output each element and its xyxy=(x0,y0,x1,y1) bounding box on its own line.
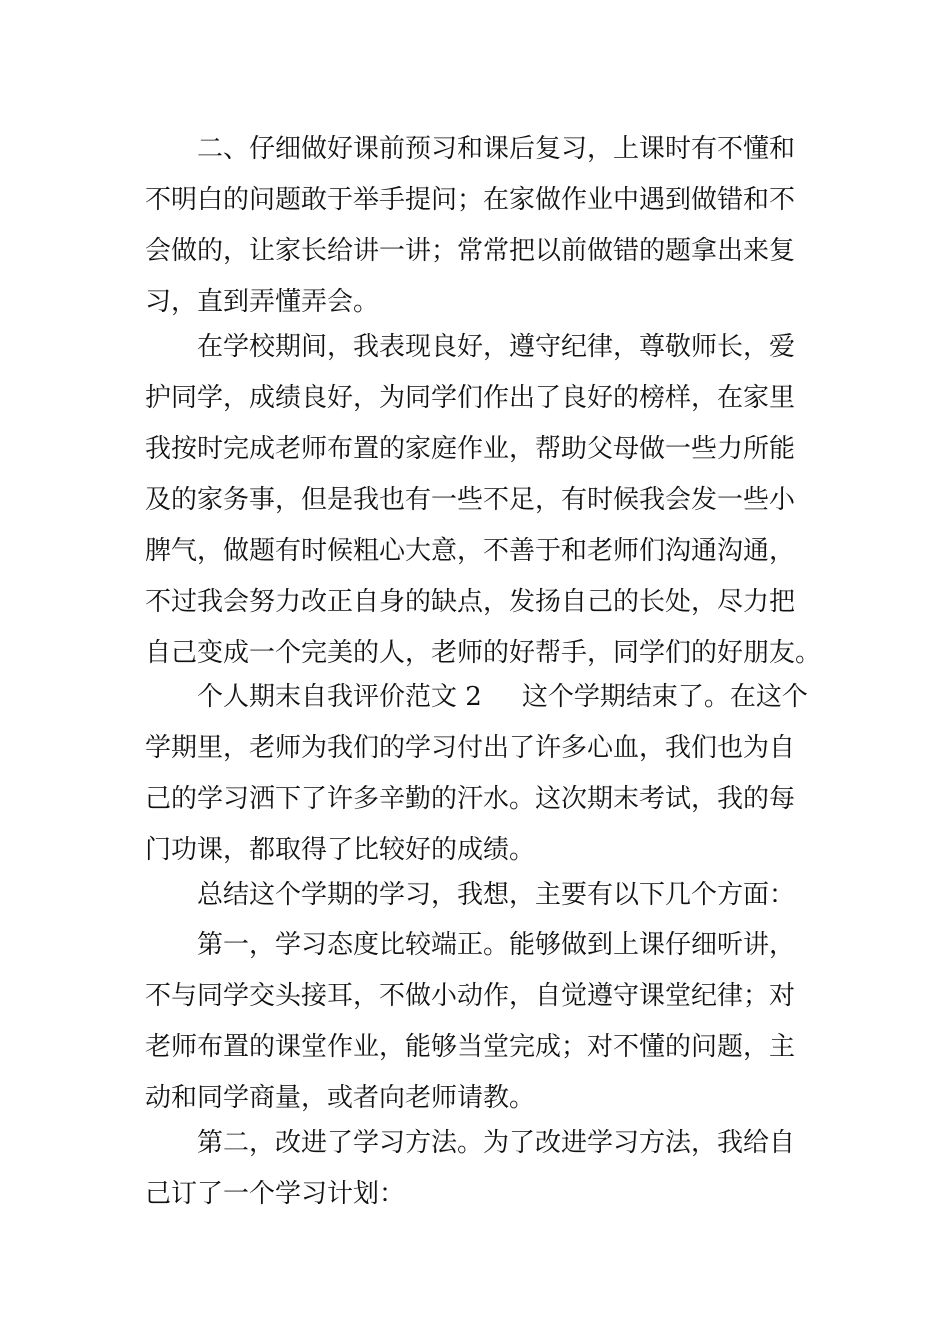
text-line: 会做的，让家长给讲一讲；常常把以前做错的题拿出来复 xyxy=(145,236,796,266)
text-line: 己订了一个学习计划： xyxy=(145,1179,406,1209)
paragraph-school-behavior xyxy=(145,322,822,679)
text-line: 脾气，做题有时候粗心大意，不善于和老师们沟通沟通， xyxy=(145,536,796,566)
paragraph-review-habits xyxy=(145,124,810,328)
paragraph-point-two xyxy=(145,1118,810,1220)
text-line: 自己变成一个完美的人，老师的好帮手，同学们的好朋友。 xyxy=(145,638,822,668)
text-line xyxy=(145,672,810,723)
text-line: 二、仔细做好课前预习和课后复习，上课时有不懂和 xyxy=(197,134,796,164)
text-line: 学期里，老师为我们的学习付出了许多心血，我们也为自 xyxy=(145,733,796,763)
text-line: 门功课，都取得了比较好的成绩。 xyxy=(145,835,536,865)
text-line: 在学校期间，我表现良好，遵守纪律，尊敬师长，爱 xyxy=(197,332,796,362)
text-line: 第一，学习态度比较端正。能够做到上课仔细听讲， xyxy=(197,930,796,960)
text-line: 总结这个学期的学习，我想，主要有以下几个方面： xyxy=(197,880,796,910)
text-line: 不过我会努力改正自身的缺点，发扬自己的长处，尽力把 xyxy=(145,587,796,617)
section-heading: 个人期末自我评价范文 2 xyxy=(197,682,482,712)
text-line: 老师布置的课堂作业，能够当堂完成；对不懂的问题，主 xyxy=(145,1032,796,1062)
text-line: 动和同学商量，或者向老师请教。 xyxy=(145,1083,536,1113)
text-line: 第二，改进了学习方法。为了改进学习方法，我给自 xyxy=(197,1128,796,1158)
text-line: 不明白的问题敢于举手提问；在家做作业中遇到做错和不 xyxy=(145,185,796,215)
text-line: 及的家务事，但是我也有一些不足，有时候我会发一些小 xyxy=(145,485,796,515)
paragraph-sample-two xyxy=(145,672,810,876)
text-line: 我按时完成老师布置的家庭作业，帮助父母做一些力所能 xyxy=(145,434,796,464)
text-line: 护同学，成绩良好，为同学们作出了良好的榜样，在家里 xyxy=(145,383,796,413)
paragraph-summary-intro xyxy=(145,870,810,921)
text-fragment: 这个学期结束了。在这个 xyxy=(521,682,808,712)
text-line: 不与同学交头接耳，不做小动作，自觉遵守课堂纪律；对 xyxy=(145,981,796,1011)
text-line: 己的学习洒下了许多辛勤的汗水。这次期末考试，我的每 xyxy=(145,784,796,814)
text-line: 习，直到弄懂弄会。 xyxy=(145,287,380,317)
paragraph-point-one xyxy=(145,920,810,1124)
